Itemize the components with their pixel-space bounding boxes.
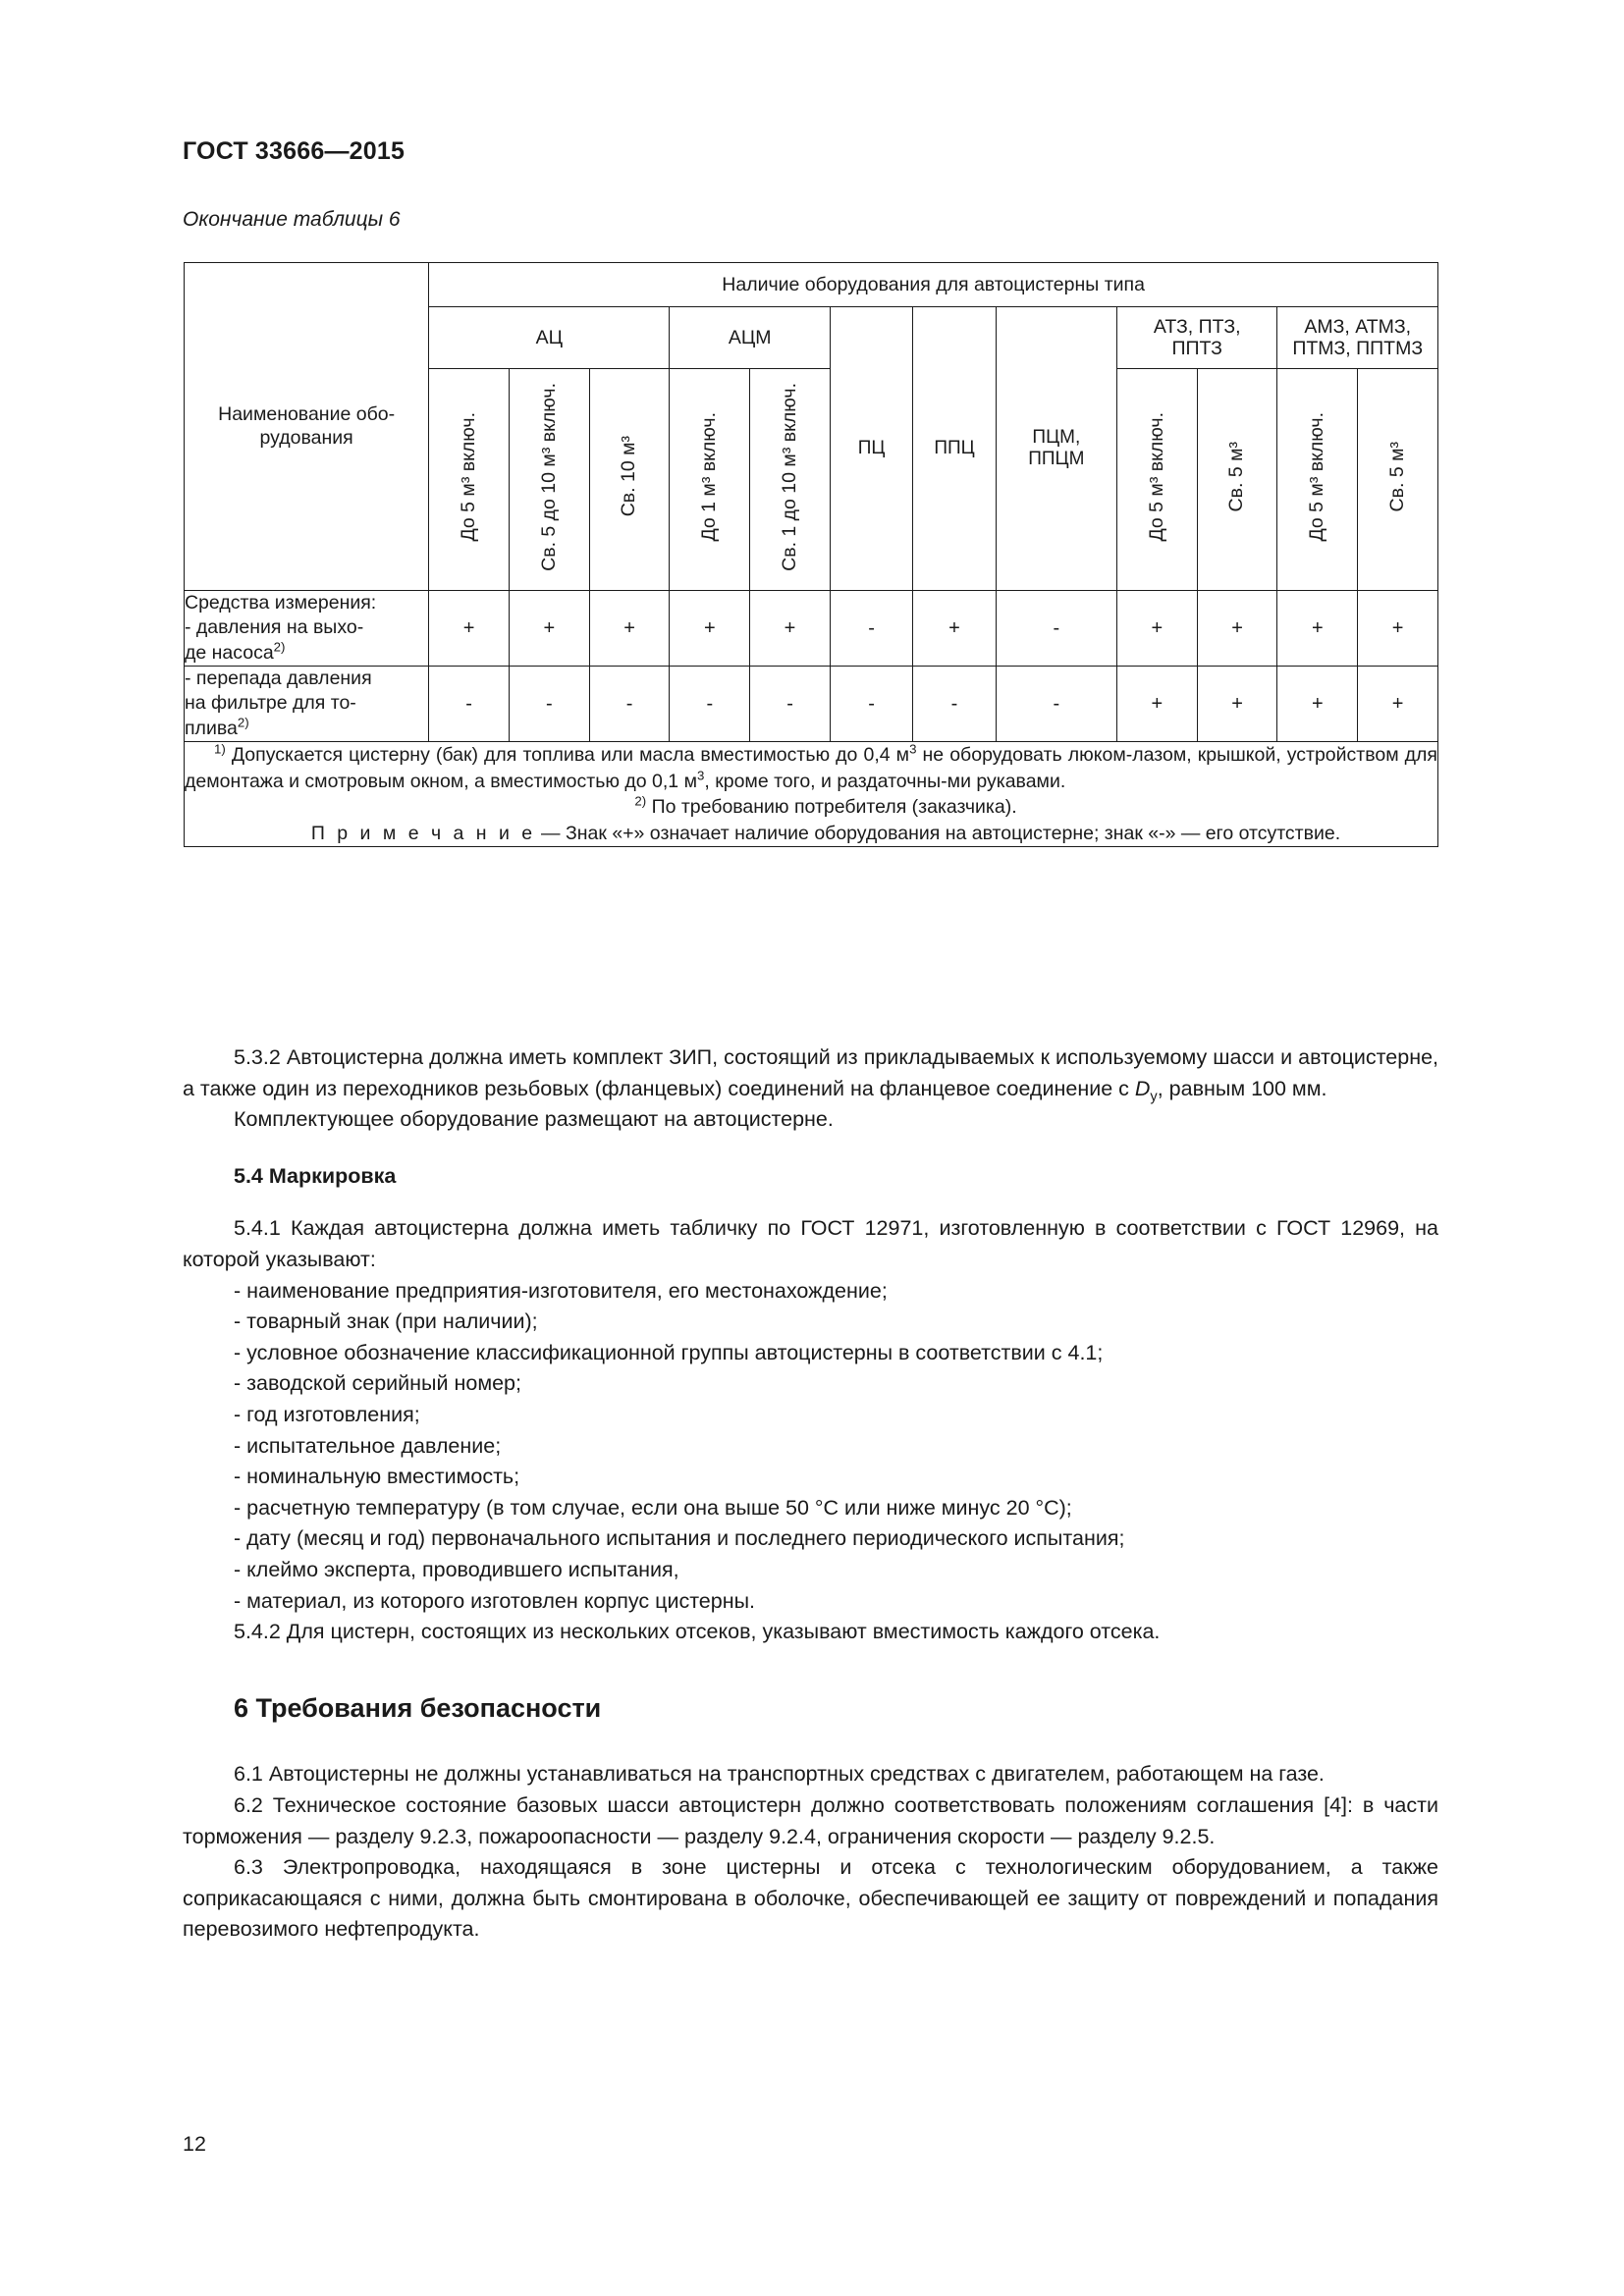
cell-r1-c4: - [750, 667, 831, 742]
column-header-pc-label: ПЦ [857, 438, 886, 458]
symbol-dy: D [1134, 1076, 1151, 1100]
group-header-amz-line1: АМЗ, АТМЗ, [1304, 315, 1412, 338]
cell-r1-c9: + [1197, 667, 1277, 742]
footnote-1-text-a: Допускается цистерну (бак) для топлива или масла вместимостью до 0,4 м [231, 744, 910, 767]
group-header-atz-line1: АТЗ, ПТЗ, [1153, 315, 1241, 338]
list-item: - расчетную температуру (в том случае, если она выше 50 °С или ниже минус 20 °С); [234, 1495, 1072, 1520]
row-label-1-footnote-ref: 2) [237, 715, 249, 730]
column-header-pcm-line2: ППЦМ [1028, 449, 1085, 469]
spanning-header-cell: Наличие оборудования для автоцистерны типа [429, 263, 1438, 307]
row-label-0 [185, 591, 429, 667]
table-footnotes-row [185, 742, 1438, 847]
paragraph-5-4-2: 5.4.2 Для цистерн, состоящих из нескольких отсеков, указывают вместимость каждого отсека. [234, 1620, 1161, 1644]
list-item: - год изготовления; [234, 1402, 420, 1426]
row-label-1 [185, 667, 429, 742]
symbol-dy-subscript: у [1150, 1088, 1158, 1104]
column-header-2: Св. 10 м³ [589, 369, 670, 591]
cell-r0-c10: + [1277, 591, 1358, 667]
cell-r0-c4: + [750, 591, 831, 667]
cell-r1-c8: + [1116, 667, 1197, 742]
paragraph-5-3-2 [183, 1042, 1438, 1104]
paragraph-6-1: 6.1 Автоцистерны не должны устанавливаться на транспортных средствах с двигателем, работающем на газе. [234, 1762, 1325, 1787]
group-header-atz-line2: ППТЗ [1171, 338, 1222, 359]
table-row [185, 667, 1438, 742]
list-item: - клеймо эксперта, проводившего испытания, [234, 1557, 679, 1581]
paragraph-5-3-2-part1: 5.3.2 Автоцистерна должна иметь комплект ЗИП, состоящий из прикладываемых к используемому шасси и автоцистерне, а также один из переходников резьбовых (фланцевых) соединений на фланцевое соединение с [183, 1045, 1438, 1100]
footnote-1-text-c: , кроме того, и раздаточны-ми рукавами. [704, 770, 1066, 792]
column-header-8: До 5 м³ включ. [1116, 369, 1197, 591]
row-label-0-line2: - давления на выхо- [185, 616, 364, 639]
list-item: - испытательное давление; [234, 1433, 502, 1458]
column-header-1: Св. 5 до 10 м³ включ. [509, 369, 589, 591]
cell-r1-c10: + [1277, 667, 1358, 742]
cell-r0-c8: + [1116, 591, 1197, 667]
list-item: - дату (месяц и год) первоначального испытания и последнего периодического испытания; [234, 1526, 1125, 1551]
footnote-1 [185, 742, 1437, 794]
paragraph-5-3-2-part2: , равным 100 мм. [1157, 1076, 1327, 1100]
column-header-11: Св. 5 м³ [1358, 369, 1438, 591]
column-header-pc [830, 307, 912, 591]
table-note-text: — Знак «+» означает наличие оборудования на автоцистерне; знак «-» — его отсутствие. [535, 822, 1341, 844]
body-text [183, 1042, 1438, 1946]
cell-r0-c3: + [670, 591, 750, 667]
equipment-table-wrapper [184, 262, 1438, 847]
cell-r1-c0: - [429, 667, 510, 742]
footnote-1-text-b: не оборудовать люком-лазом, крышкой, устройством для демонтажа и смотровым окном, а вместимостью до 0,1 м [185, 744, 1437, 792]
column-header-4: Св. 1 до 10 м³ включ. [750, 369, 831, 591]
list-item: - условное обозначение классификационной группы автоцистерны в соответствии с 4.1; [234, 1340, 1104, 1364]
row-header-label-line1: Наименование обо- [218, 402, 396, 425]
table-row [185, 591, 1438, 667]
column-header-0: До 5 м³ включ. [429, 369, 510, 591]
heading-6: 6 Требования безопасности [234, 1692, 602, 1723]
cell-r0-c5: - [830, 591, 912, 667]
footnote-2-text: По требованию потребителя (заказчика). [651, 796, 1017, 819]
footnote-2-marker: 2) [634, 793, 647, 809]
row-label-1-line1: - перепада давления [185, 667, 372, 690]
page-number: 12 [183, 2132, 206, 2156]
paragraph-komplektuyushchee: Комплектующее оборудование размещают на автоцистерне. [234, 1107, 834, 1132]
column-header-ppc-label: ППЦ [934, 438, 975, 458]
cell-r0-c0: + [429, 591, 510, 667]
footnote-1-cubic-a: 3 [909, 741, 917, 757]
table-note [185, 821, 1437, 847]
column-header-pcm-line1: ПЦМ, [1032, 427, 1081, 448]
table-caption: Окончание таблицы 6 [183, 208, 401, 231]
document-header: ГОСТ 33666—2015 [183, 137, 406, 165]
row-label-0-footnote-ref: 2) [273, 639, 286, 655]
cell-r0-c2: + [589, 591, 670, 667]
cell-r1-c7: - [996, 667, 1116, 742]
list-item: - заводской серийный номер; [234, 1371, 521, 1396]
footnote-1-marker: 1) [214, 741, 226, 757]
paragraph-5-4-1: 5.4.1 Каждая автоцистерна должна иметь табличку по ГОСТ 12971, изготовленную в соответствии с ГОСТ 12969, на которой указывают: [183, 1216, 1438, 1271]
paragraph-6-2: 6.2 Техническое состояние базовых шасси автоцистерн должно соответствовать положениям соглашения [4]: в части торможения — разделу 9.2.3, пожароопасности — разделу 9.2.4, ограничения скорости — разделу 9.2.5. [183, 1792, 1438, 1848]
cell-r0-c7: - [996, 591, 1116, 667]
cell-r1-c6: - [913, 667, 996, 742]
cell-r0-c6: + [913, 591, 996, 667]
footnote-2 [185, 794, 1437, 821]
table-header-row-span [185, 263, 1438, 307]
column-header-9: Св. 5 м³ [1197, 369, 1277, 591]
cell-r0-c1: + [509, 591, 589, 667]
column-header-3: До 1 м³ включ. [670, 369, 750, 591]
row-header-label-line2: рудования [259, 426, 353, 449]
list-item: - номинальную вместимость; [234, 1465, 520, 1489]
list-item: - товарный знак (при наличии); [234, 1309, 538, 1334]
list-item: - материал, из которого изготовлен корпус цистерны. [234, 1588, 756, 1613]
group-header-amz-line2: ПТМЗ, ППТМЗ [1292, 338, 1424, 359]
equipment-table [184, 262, 1438, 847]
cell-r0-c9: + [1197, 591, 1277, 667]
cell-r1-c1: - [509, 667, 589, 742]
cell-r1-c5: - [830, 667, 912, 742]
column-header-pcm-ppcm [996, 307, 1116, 591]
row-label-0-line3: де насоса [185, 641, 274, 664]
group-header-atz [1116, 307, 1276, 369]
group-header-ac: АЦ [429, 307, 670, 369]
table-footnotes [185, 742, 1438, 847]
cell-r1-c2: - [589, 667, 670, 742]
row-header-label-cell [185, 263, 429, 591]
cell-r1-c3: - [670, 667, 750, 742]
column-header-ppc [913, 307, 996, 591]
table-note-label: П р и м е ч а н и е [310, 822, 536, 844]
list-item: - наименование предприятия-изготовителя, его местонахождение; [234, 1278, 888, 1303]
group-header-acm: АЦМ [670, 307, 830, 369]
row-label-1-line2: на фильтре для то- [185, 692, 356, 715]
footnote-1-cubic-b: 3 [696, 768, 705, 783]
paragraph-6-3: 6.3 Электропроводка, находящаяся в зоне цистерны и отсека с технологическим оборудованием, а также соприкасающаяся с ними, должна быть смонтирована в оболочке, обеспечивающей ее защиту от повреждений и попадания перевозимого нефтепродукта. [183, 1855, 1438, 1942]
cell-r1-c11: + [1358, 667, 1438, 742]
heading-5-4: 5.4 Маркировка [234, 1163, 397, 1188]
column-header-10: До 5 м³ включ. [1277, 369, 1358, 591]
row-label-0-line1: Средства измерения: [185, 592, 377, 614]
row-label-1-line3: плива [185, 717, 238, 739]
group-header-amz [1277, 307, 1438, 369]
cell-r0-c11: + [1358, 591, 1438, 667]
